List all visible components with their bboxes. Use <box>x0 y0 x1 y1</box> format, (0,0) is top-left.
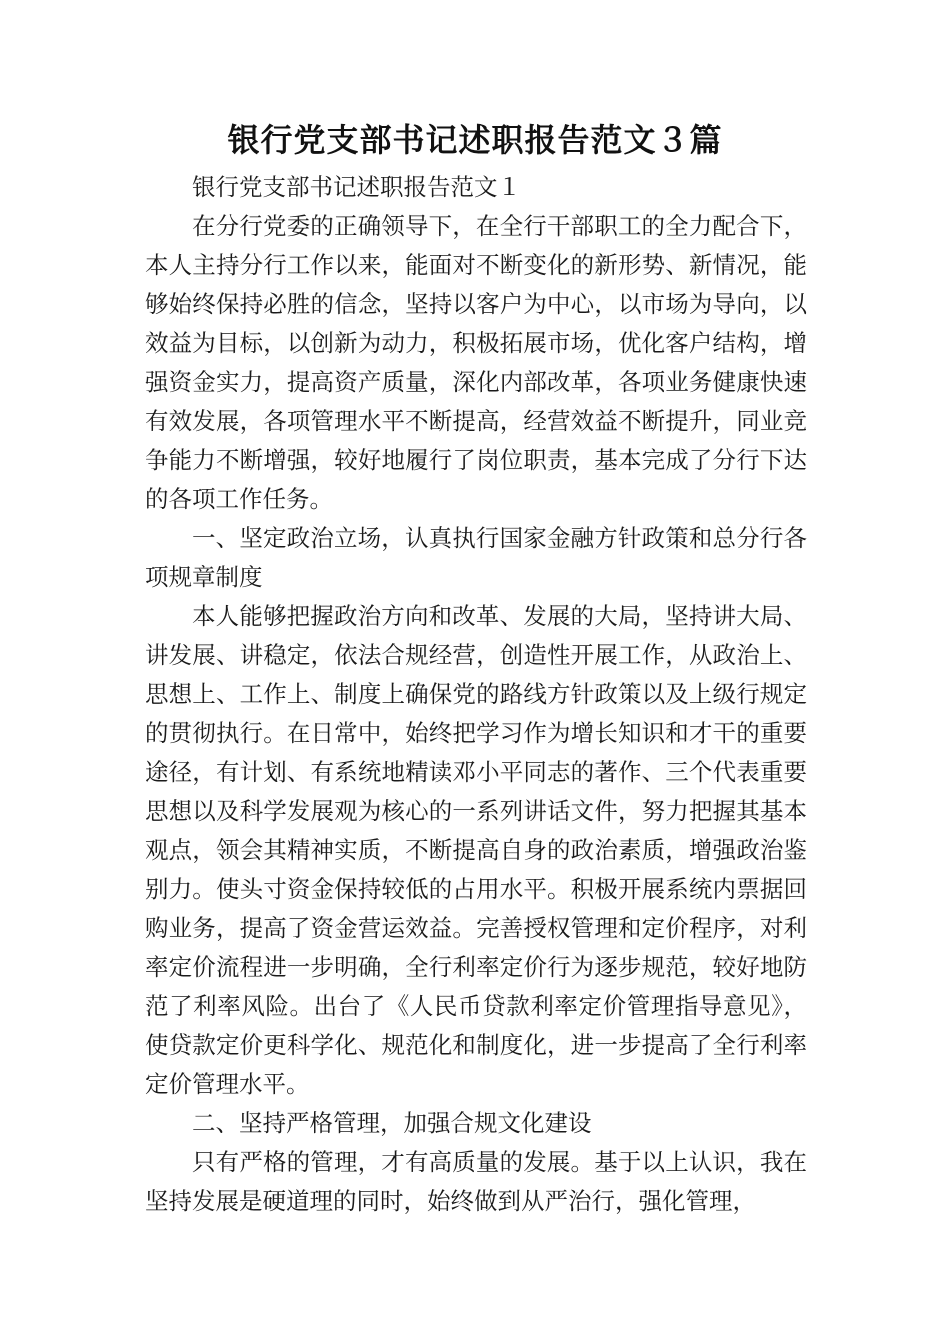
section-2-paragraph: 只有严格的管理，才有高质量的发展。基于以上认识，我在坚持发展是硬道理的同时，始终做到从严治行，强化管理， <box>145 1148 807 1215</box>
document-title: 银行党支部书记述职报告范文３篇 <box>227 121 723 159</box>
section-1-paragraph: 本人能够把握政治方向和改革、发展的大局，坚持讲大局、讲发展、讲稳定，依法合规经营，创造性开展工作，从政治上、思想上、工作上、制度上确保党的路线方针政策以及上级行规定的贯彻执行。在日常中，始终把学习作为增长知识和才干的重要途径，有计划、有系统地精读邓小平同志的著作、三个代表重要思想以及科学发展观为核心的一系列讲话文件，努力把握其基本观点，领会其精神实质，不断提高自身的政治素质，增强政治鉴别力。使头寸资金保持较低的占用水平。积极开展系统内票据回购业务，提高了资金营运效益。完善授权管理和定价程序，对利率定价流程进一步明确，全行利率定价行为逐步规范，较好地防范了利率风险。出台了《人民币贷款利率定价管理指导意见》，使贷款定价更科学化、规范化和制度化，进一步提高了全行利率定价管理水平。 <box>145 602 807 1098</box>
document-body <box>145 168 807 1221</box>
intro-paragraph: 在分行党委的正确领导下，在全行干部职工的全力配合下，本人主持分行工作以来，能面对不断变化的新形势、新情况，能够始终保持必胜的信念，坚持以客户为中心，以市场为导向，以效益为目标，以创新为动力，积极拓展市场，优化客户结构，增强资金实力，提高资产质量，深化内部改革，各项业务健康快速有效发展，各项管理水平不断提高，经营效益不断提升，同业竞争能力不断增强，较好地履行了岗位职责，基本完成了分行下达的各项工作任务。 <box>145 212 807 513</box>
section-heading-2: 二、坚持严格管理，加强合规文化建设 <box>192 1109 592 1137</box>
subtitle-paragraph: 银行党支部书记述职报告范文１ <box>192 173 521 201</box>
section-heading-1: 一、坚定政治立场，认真执行国家金融方针政策和总分行各项规章制度 <box>145 524 807 591</box>
